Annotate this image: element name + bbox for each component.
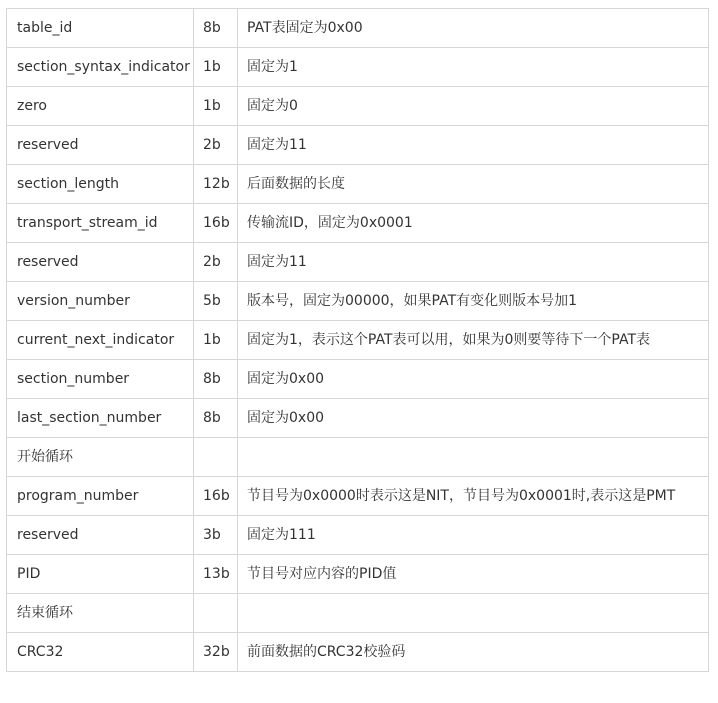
field-name-cell: CRC32	[7, 633, 194, 672]
bit-length-cell: 13b	[194, 555, 238, 594]
field-name-cell: 开始循环	[7, 438, 194, 477]
field-name-cell: section_syntax_indicator	[7, 48, 194, 87]
table-row	[7, 165, 709, 204]
table-row	[7, 9, 709, 48]
bit-length-cell: 8b	[194, 399, 238, 438]
bit-length-cell: 8b	[194, 9, 238, 48]
field-name-cell: zero	[7, 87, 194, 126]
table-row	[7, 516, 709, 555]
field-name-cell: PID	[7, 555, 194, 594]
field-name-cell: section_length	[7, 165, 194, 204]
description-cell: 版本号，固定为00000，如果PAT有变化则版本号加1	[238, 282, 709, 321]
table-row	[7, 87, 709, 126]
table-row	[7, 126, 709, 165]
table-row	[7, 243, 709, 282]
description-cell: 节目号为0x0000时表示这是NIT，节目号为0x0001时,表示这是PMT	[238, 477, 709, 516]
field-name-cell: last_section_number	[7, 399, 194, 438]
description-cell: 传输流ID，固定为0x0001	[238, 204, 709, 243]
field-name-cell: version_number	[7, 282, 194, 321]
field-name-cell: program_number	[7, 477, 194, 516]
table-row	[7, 555, 709, 594]
bit-length-cell: 1b	[194, 48, 238, 87]
pat-table-container	[6, 8, 709, 672]
description-cell: 固定为1，表示这个PAT表可以用，如果为0则要等待下一个PAT表	[238, 321, 709, 360]
table-row	[7, 321, 709, 360]
description-cell: PAT表固定为0x00	[238, 9, 709, 48]
field-name-cell: table_id	[7, 9, 194, 48]
description-cell: 固定为0x00	[238, 360, 709, 399]
bit-length-cell: 2b	[194, 126, 238, 165]
description-cell: 节目号对应内容的PID值	[238, 555, 709, 594]
description-cell	[238, 438, 709, 477]
field-name-cell: reserved	[7, 516, 194, 555]
table-row	[7, 633, 709, 672]
bit-length-cell	[194, 594, 238, 633]
bit-length-cell: 16b	[194, 477, 238, 516]
bit-length-cell: 5b	[194, 282, 238, 321]
field-name-cell: current_next_indicator	[7, 321, 194, 360]
bit-length-cell: 16b	[194, 204, 238, 243]
description-cell: 固定为11	[238, 243, 709, 282]
field-name-cell: 结束循环	[7, 594, 194, 633]
field-name-cell: reserved	[7, 243, 194, 282]
field-name-cell: section_number	[7, 360, 194, 399]
bit-length-cell: 1b	[194, 87, 238, 126]
table-row	[7, 399, 709, 438]
table-row	[7, 282, 709, 321]
bit-length-cell: 12b	[194, 165, 238, 204]
field-name-cell: transport_stream_id	[7, 204, 194, 243]
bit-length-cell: 32b	[194, 633, 238, 672]
table-row	[7, 477, 709, 516]
description-cell: 固定为111	[238, 516, 709, 555]
table-row	[7, 438, 709, 477]
table-row	[7, 594, 709, 633]
description-cell: 固定为1	[238, 48, 709, 87]
bit-length-cell	[194, 438, 238, 477]
pat-field-table	[6, 8, 709, 672]
description-cell: 固定为0x00	[238, 399, 709, 438]
table-row	[7, 48, 709, 87]
description-cell: 后面数据的长度	[238, 165, 709, 204]
description-cell	[238, 594, 709, 633]
description-cell: 固定为11	[238, 126, 709, 165]
description-cell: 前面数据的CRC32校验码	[238, 633, 709, 672]
field-name-cell: reserved	[7, 126, 194, 165]
bit-length-cell: 3b	[194, 516, 238, 555]
table-row	[7, 204, 709, 243]
table-row	[7, 360, 709, 399]
bit-length-cell: 1b	[194, 321, 238, 360]
bit-length-cell: 8b	[194, 360, 238, 399]
bit-length-cell: 2b	[194, 243, 238, 282]
description-cell: 固定为0	[238, 87, 709, 126]
